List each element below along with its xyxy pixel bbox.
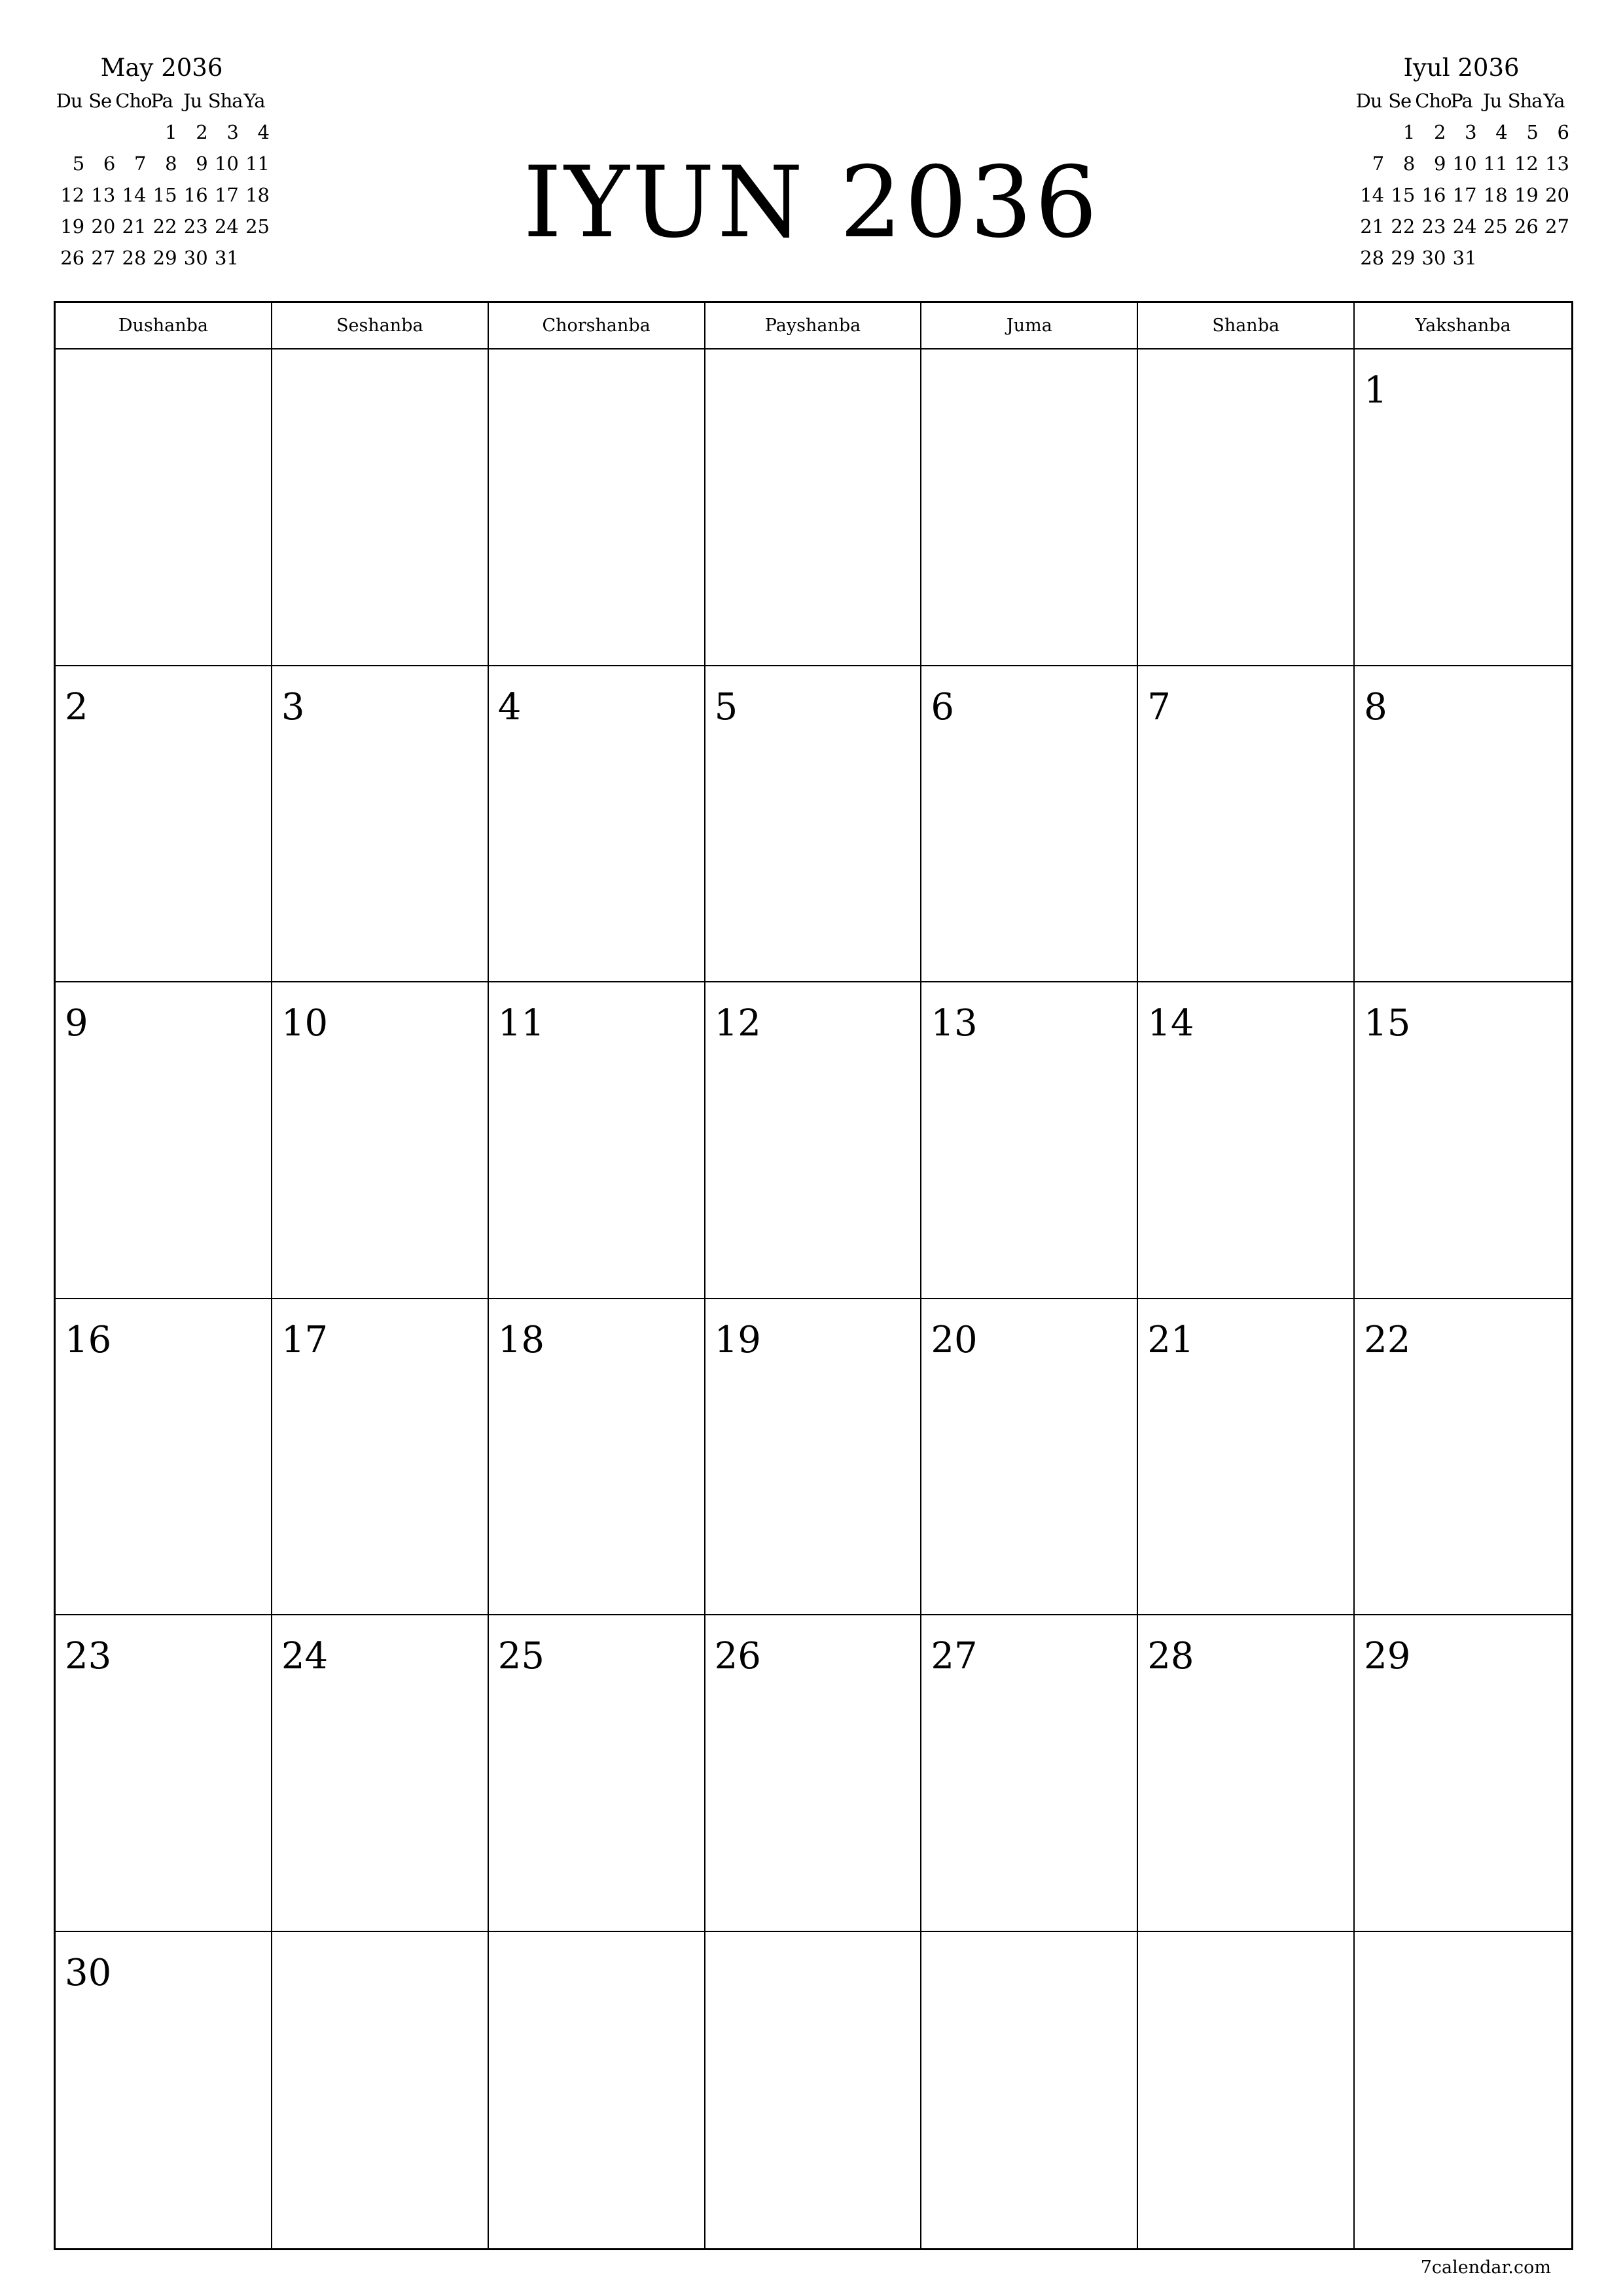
mini-day: 29 [152,247,177,269]
weekday-header: Yakshanba [1355,303,1571,350]
day-cell[interactable] [921,1932,1138,2249]
mini-day: 18 [245,184,270,206]
day-cell[interactable] [272,350,489,666]
mini-day: 9 [1433,152,1446,175]
day-cell[interactable] [1138,350,1355,666]
day-cell[interactable] [272,666,489,983]
weekday-header: Dushanba [56,303,272,350]
mini-weekday-label: Ju [183,90,202,112]
mini-day: 30 [183,247,208,269]
day-cell[interactable] [1355,350,1571,666]
mini-day: 28 [122,247,147,269]
mini-day [1353,117,1384,148]
mini-day: 3 [1465,121,1477,143]
day-cell[interactable] [489,1299,705,1616]
mini-day: 21 [122,215,147,238]
day-cell[interactable] [705,1615,922,1932]
day-number: 15 [1364,1002,1411,1045]
day-cell[interactable] [921,1299,1138,1616]
mini-day: 25 [1483,215,1508,238]
mini-week-row [54,148,270,179]
day-number: 13 [931,1002,978,1045]
day-cell[interactable] [921,1615,1138,1932]
mini-day: 19 [1514,184,1539,206]
mini-day: 8 [1402,152,1416,175]
mini-day: 14 [122,184,147,206]
day-number: 25 [497,1635,544,1677]
day-cell[interactable] [921,350,1138,666]
weekday-header: Juma [921,303,1138,350]
day-number: 5 [714,685,738,728]
mini-day: 3 [226,121,239,143]
mini-day [239,242,270,274]
weekday-header: Seshanba [272,303,489,350]
day-cell[interactable] [1355,1932,1571,2249]
mini-weekday-label: Se [88,90,112,112]
day-cell[interactable] [489,982,705,1299]
day-cell[interactable] [705,350,922,666]
day-cell[interactable] [705,982,922,1299]
day-cell[interactable] [921,666,1138,983]
mini-weekday-row [54,85,270,117]
mini-week-row [1353,117,1569,148]
mini-day: 4 [257,121,270,143]
mini-weekday-label: Pa [1450,90,1472,112]
mini-day: 21 [1360,215,1385,238]
mini-day: 10 [1452,152,1477,175]
mini-weekday-label: Ju [1482,90,1502,112]
mini-week-row [54,117,270,148]
mini-day: 15 [1391,184,1416,206]
day-number: 19 [714,1318,761,1361]
day-number: 21 [1147,1318,1194,1361]
mini-day: 1 [1402,121,1416,143]
mini-weekday-label: Sha [1507,90,1543,112]
mini-weekday-label: Du [56,90,82,112]
day-cell[interactable] [56,1299,272,1616]
mini-day: 2 [196,121,208,143]
mini-day: 7 [1372,152,1385,175]
day-cell[interactable] [705,666,922,983]
mini-calendar-previous [54,51,270,274]
mini-week-row [1353,179,1569,211]
mini-day: 5 [1526,121,1539,143]
mini-weekday-label: Sha [207,90,243,112]
mini-calendar-table [54,85,270,274]
mini-day: 12 [60,184,85,206]
mini-day: 28 [1360,247,1385,269]
mini-day: 23 [1421,215,1446,238]
weekday-header: Shanba [1138,303,1355,350]
mini-week-row [1353,148,1569,179]
mini-day: 26 [60,247,85,269]
mini-day: 5 [72,152,85,175]
mini-day: 11 [245,152,270,175]
mini-day: 17 [214,184,239,206]
mini-day: 30 [1421,247,1446,269]
mini-day [1508,242,1539,274]
day-cell[interactable] [489,1615,705,1932]
mini-day: 20 [1545,184,1569,206]
mini-weekday-label: Du [1355,90,1382,112]
day-number: 26 [714,1635,761,1677]
mini-day: 27 [91,247,116,269]
day-number: 7 [1147,685,1171,728]
day-cell[interactable] [921,982,1138,1299]
mini-calendar-table [1353,85,1569,274]
day-cell[interactable] [56,982,272,1299]
mini-day: 24 [1452,215,1477,238]
mini-day: 6 [103,152,116,175]
day-cell[interactable] [1355,1615,1571,1932]
day-cell[interactable] [1355,1299,1571,1616]
day-number: 11 [497,1002,544,1045]
day-number: 17 [281,1318,329,1361]
day-number: 6 [931,685,955,728]
day-number: 3 [281,685,305,728]
mini-day: 4 [1495,121,1508,143]
day-cell[interactable] [56,1932,272,2249]
mini-weekday-row [1353,85,1569,117]
mini-day: 7 [134,152,147,175]
day-cell[interactable] [1138,1932,1355,2249]
footer-credit: 7calendar.com [1420,2257,1551,2278]
mini-day: 16 [183,184,208,206]
mini-day: 26 [1514,215,1539,238]
mini-day: 31 [214,247,239,269]
mini-day: 22 [1391,215,1416,238]
day-number: 20 [931,1318,978,1361]
mini-week-row [54,211,270,242]
day-cell[interactable] [1355,666,1571,983]
day-cell[interactable] [1138,1299,1355,1616]
day-number: 23 [65,1635,112,1677]
mini-calendar-title: May 2036 [100,54,223,82]
mini-weekday-label: Se [1388,90,1412,112]
page-title: IYUN 2036 [523,146,1100,260]
day-number: 29 [1364,1635,1411,1677]
mini-day: 10 [214,152,239,175]
mini-calendar-title: Iyul 2036 [1403,54,1520,82]
mini-weekday-label: Cho [115,90,152,112]
day-number: 4 [497,685,522,728]
day-cell[interactable] [272,1932,489,2249]
day-number: 30 [65,1951,112,1994]
day-cell[interactable] [489,1932,705,2249]
day-cell[interactable] [705,1299,922,1616]
mini-day [84,117,115,148]
weekday-header: Payshanba [705,303,922,350]
mini-day: 22 [152,215,177,238]
day-number: 8 [1364,685,1387,728]
mini-day: 8 [165,152,177,175]
mini-day: 27 [1545,215,1569,238]
mini-calendar-next [1353,51,1569,274]
day-cell[interactable] [1138,666,1355,983]
mini-day: 11 [1483,152,1508,175]
mini-day: 16 [1421,184,1446,206]
mini-weekday-label: Ya [243,90,265,112]
mini-week-row [1353,242,1569,274]
day-cell[interactable] [1355,982,1571,1299]
day-cell[interactable] [1138,982,1355,1299]
day-number: 16 [65,1318,112,1361]
mini-day: 2 [1433,121,1446,143]
mini-day: 12 [1514,152,1539,175]
mini-day [1477,242,1508,274]
day-cell[interactable] [272,1615,489,1932]
day-number: 28 [1147,1635,1194,1677]
day-number: 9 [65,1002,88,1045]
mini-day [1539,242,1569,274]
day-cell[interactable] [705,1932,922,2249]
mini-day: 6 [1557,121,1569,143]
mini-day: 31 [1452,247,1477,269]
day-cell[interactable] [56,666,272,983]
mini-day: 19 [60,215,85,238]
day-number: 27 [931,1635,978,1677]
mini-day: 23 [183,215,208,238]
mini-week-row [1353,211,1569,242]
mini-day: 15 [152,184,177,206]
mini-weekday-label: Pa [151,90,173,112]
day-number: 12 [714,1002,761,1045]
day-cell[interactable] [489,350,705,666]
mini-day: 9 [196,152,208,175]
day-number: 24 [281,1635,329,1677]
mini-day [54,117,84,148]
mini-day: 1 [165,121,177,143]
mini-weekday-label: Ya [1543,90,1565,112]
day-number: 18 [497,1318,544,1361]
day-number: 22 [1364,1318,1411,1361]
day-cell[interactable] [272,1299,489,1616]
day-number: 2 [65,685,88,728]
day-number: 14 [1147,1002,1194,1045]
month-grid [54,301,1573,2250]
day-cell[interactable] [56,350,272,666]
mini-day: 13 [1545,152,1569,175]
mini-day [115,117,146,148]
mini-day: 29 [1391,247,1416,269]
mini-week-row [54,242,270,274]
mini-day: 13 [91,184,116,206]
day-number: 1 [1364,369,1387,412]
mini-day: 18 [1483,184,1508,206]
mini-day: 25 [245,215,270,238]
day-cell[interactable] [1138,1615,1355,1932]
mini-day: 24 [214,215,239,238]
mini-week-row [54,179,270,211]
mini-weekday-label: Cho [1415,90,1452,112]
mini-day: 14 [1360,184,1385,206]
weekday-header: Chorshanba [489,303,705,350]
day-number: 10 [281,1002,329,1045]
mini-day: 17 [1452,184,1477,206]
day-cell[interactable] [489,666,705,983]
mini-day: 20 [91,215,116,238]
day-cell[interactable] [272,982,489,1299]
day-cell[interactable] [56,1615,272,1932]
